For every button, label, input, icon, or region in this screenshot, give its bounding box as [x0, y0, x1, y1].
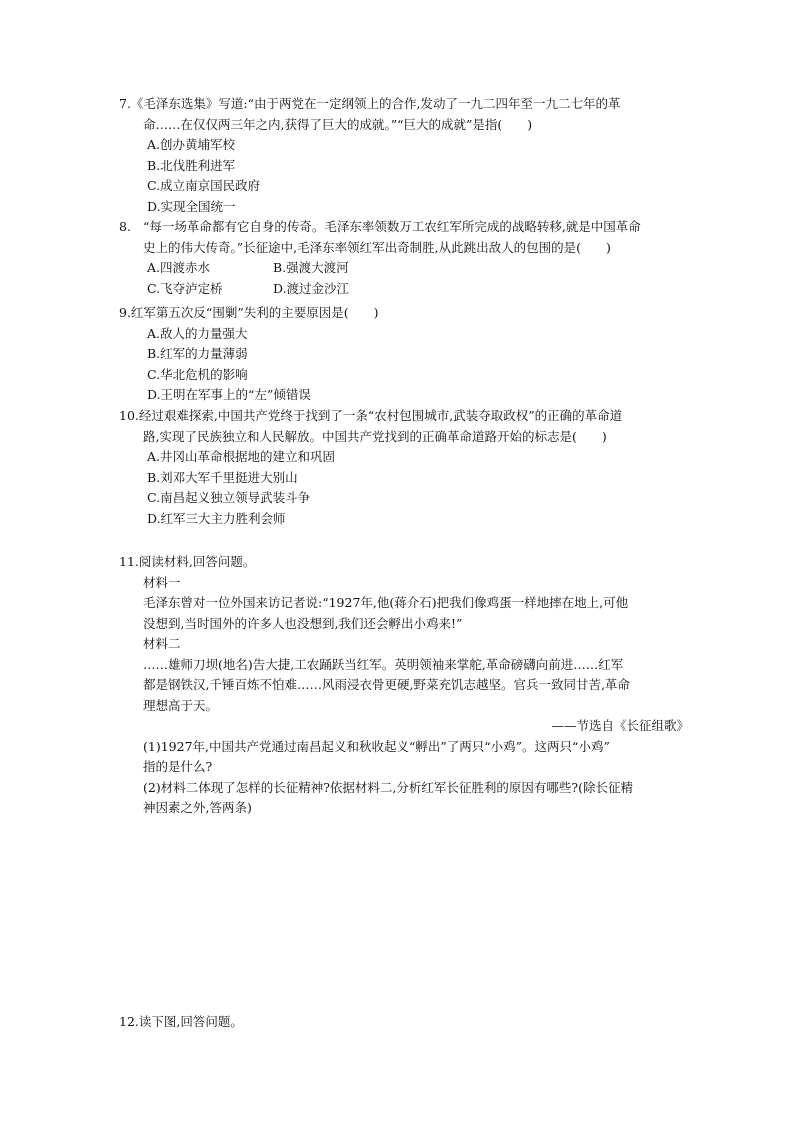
- question-11: [119, 552, 689, 819]
- question-9: [119, 303, 689, 406]
- question-8: [119, 217, 689, 299]
- material-2-line1: ……雄师刀坝(地名)告大捷,工农踊跃当红军。英明领袖来掌舵,革命磅礴向前进……红军: [143, 656, 624, 672]
- material-2-source: ——节选自《长征组歌》: [551, 718, 689, 733]
- material-1-line1: 毛泽东曾对一位外国来访记者说:“1927年,他(蒋介石)把我们像鸡蛋一样地摔在地上,可他: [143, 595, 629, 610]
- question-8-stem-line1: [119, 217, 689, 238]
- question-12: [119, 1012, 689, 1033]
- question-10-option-c: C.南昌起义独立领导武装斗争: [147, 490, 311, 505]
- question-11-stem: 11.阅读材料,回答问题。: [119, 554, 256, 569]
- material-1-line2: 没想到,当时国外的许多人也没想到,我们还会孵出小鸡来!”: [143, 615, 463, 631]
- question-9-option-d: D.王明在军事上的“左”倾错误: [147, 387, 311, 402]
- question-10: [119, 406, 689, 529]
- question-8-stem-text: “每一场革命都有它自身的传奇。毛泽东率领数万工农红军所完成的战略转移,就是中国革命: [142, 219, 641, 234]
- question-8-stem-line2: 史上的伟大传奇。”长征途中,毛泽东率领红军出奇制胜,从此跳出敌人的包围的是( ): [143, 239, 611, 255]
- question-9-option-c: C.华北危机的影响: [147, 366, 248, 382]
- question-10-option-d: D.红军三大主力胜利会师: [147, 510, 286, 526]
- question-8-options-row1: [119, 258, 689, 279]
- material-2-line3: 理想高于天。: [143, 697, 219, 713]
- material-2-line2: 都是钢铁汉,千锤百炼不怕难……风雨浸衣骨更硬,野菜充饥志越坚。官兵一致同甘苦,革命: [143, 677, 630, 692]
- subquestion-1-line2: 指的是什么?: [143, 759, 213, 774]
- question-10-stem-line1: 10.经过艰难探索,中国共产党终于找到了一条“农村包围城市,武装夺取政权”的正确的革命道: [119, 408, 623, 423]
- question-12-stem: 12.读下图,回答问题。: [119, 1014, 243, 1029]
- question-9-option-a: A.敌人的力量强大: [147, 325, 248, 341]
- question-8-option-b: B.强渡大渡河: [273, 260, 349, 275]
- question-8-option-c: C.飞夺泸定桥: [147, 280, 223, 296]
- question-10-option-a: A.井冈山革命根据地的建立和巩固: [147, 449, 336, 464]
- question-9-stem: 9.红军第五次反“围剿”失利的主要原因是( ): [119, 305, 379, 320]
- question-8-option-a: A.四渡赤水: [147, 260, 211, 275]
- question-7-option-d: D.实现全国统一: [147, 198, 236, 214]
- question-7-option-c: C.成立南京国民政府: [147, 178, 261, 193]
- question-7-stem-line1: 7.《毛泽东选集》写道:“由于两党在一定纲领上的合作,发动了一九二四年至一九二七年的革: [119, 96, 621, 111]
- subquestion-1-line1: (1)1927年,中国共产党通过南昌起义和秋收起义“孵出”了两只“小鸡”。这两只“小鸡”: [143, 738, 610, 754]
- question-10-stem-line2: 路,实现了民族独立和人民解放。中国共产党找到的正确革命道路开始的标志是( ): [143, 428, 607, 444]
- question-7-option-b: B.北伐胜利进军: [147, 157, 236, 173]
- question-9-option-b: B.红军的力量薄弱: [147, 346, 248, 361]
- material-2-title: 材料二: [143, 636, 181, 651]
- subquestion-2-line2: 神因素之外,答两条): [143, 800, 252, 815]
- question-8-options-row2: [119, 279, 689, 300]
- question-10-option-b: B.刘邓大军千里挺进大别山: [147, 469, 298, 485]
- question-7-stem-line2: 命……在仅仅两三年之内,获得了巨大的成就。”“巨大的成就”是指( ): [143, 116, 533, 132]
- material-1-title: 材料一: [143, 574, 181, 590]
- question-7-option-a: A.创办黄埔军校: [147, 137, 236, 152]
- question-8-option-d: D.渡过金沙江: [273, 280, 350, 296]
- subquestion-2-line1: (2)材料二体现了怎样的长征精神?依据材料二,分析红军长征胜利的原因有哪些?(除长征精: [143, 779, 633, 795]
- question-7: [119, 94, 689, 217]
- question-8-number: 8.: [119, 219, 131, 234]
